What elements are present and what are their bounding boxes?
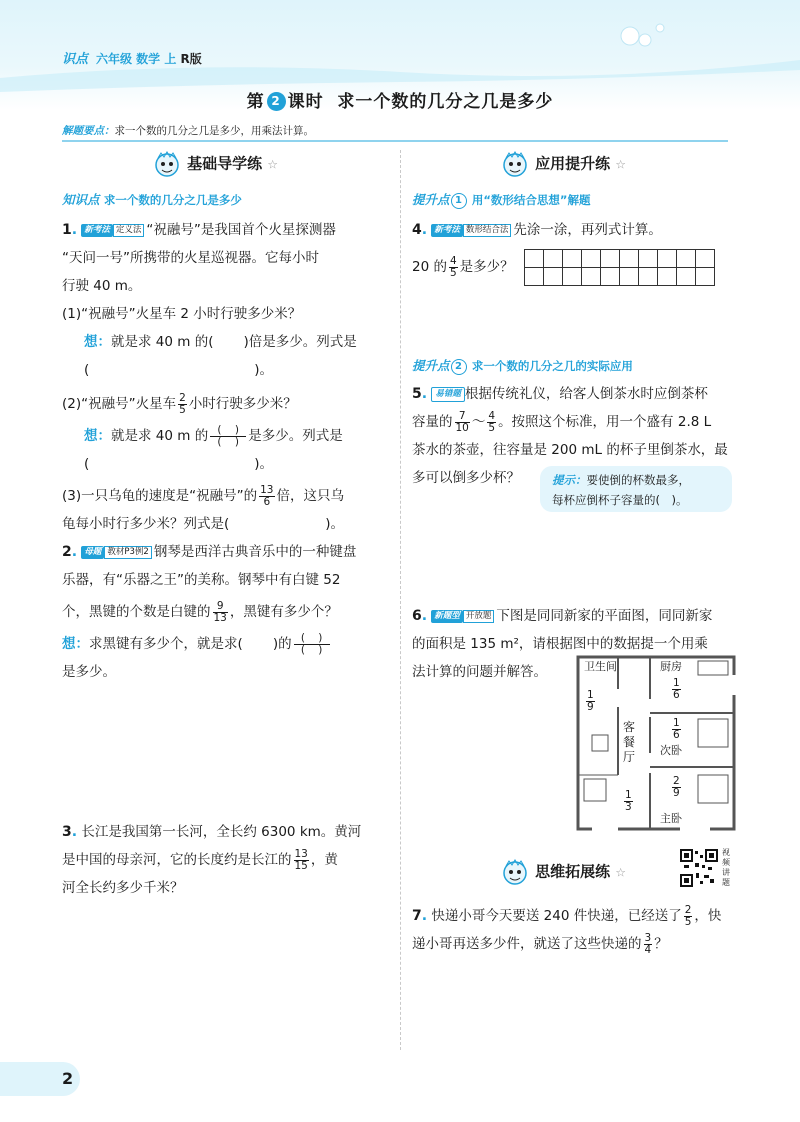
room-kitchen: 厨房 [660,660,682,673]
grade-text: 六年级 数学 上 [96,52,177,66]
right-section2-header [500,858,626,886]
q2-tag: 母题 [81,546,104,559]
q1-part2: (2)“祝融号”火星车 $\frac{2}{5}$ 小时行驶多少米？ [62,391,297,416]
qr-code-icon[interactable] [680,849,718,887]
page-title [0,87,800,112]
q1-part3: (3)一只乌龟的速度是“祝融号”的 $\frac{13}{6}$ 倍，这只乌 [62,483,344,508]
qr-label: 视频讲题 [722,848,730,887]
key-point-label: 解题要点： [62,125,115,137]
q1-part1-think: 想：就是求 40 m 的( )倍是多少。列式是 [84,334,357,350]
q5-line3: 茶水的茶壶，往容量是 200 mL 的杯子里倒茶水，最 [412,442,728,458]
q1-tag: 新考法 [81,224,113,237]
q1-line1: “祝融号”是我国首个火星探测器 [146,222,336,238]
divider [62,140,728,142]
frac-master-bedroom: $\frac{2}{9}$ [673,775,680,799]
frac-bathroom: $\frac{1}{9}$ [587,689,594,713]
section-title-thinking: 思维拓展练 [535,862,611,881]
q6-line3: 法计算的问题并解答。 [412,664,547,680]
q1-part3-blank[interactable]: 龟每小时行多少米？列式是( )。 [62,516,345,532]
kp-text: 求一个数的几分之几是多少 [103,193,242,207]
key-point-text: 求一个数的几分之几是多少，用乘法计算。 [114,125,314,137]
edition-text: R版 [180,52,202,66]
grade-label [96,50,202,67]
room-master-bedroom: 主卧 [660,812,682,825]
star-icon: ☆ [615,865,626,880]
q5-line4: 多可以倒多少杯？ [412,470,520,486]
star-icon: ☆ [267,157,278,172]
q3-line3: 河全长约多少千米？ [62,880,184,896]
q1-part1-blank[interactable]: ( )。 [84,362,274,378]
q5-tag: 易错题 [431,387,465,402]
key-point [62,123,314,138]
page-number-tab [0,1062,80,1096]
q6-subtag: 开放题 [463,610,495,623]
q2-line1: 钢琴是西洋古典音乐中的一种键盘 [153,544,357,560]
q5-line2: 容量的 $\frac{7}{10}$ ～ $\frac{4}{5}$ 。按照这个标准，用一个盛有 2.8 L [412,409,712,434]
room-second-bedroom: 次卧 [660,744,682,757]
room-bathroom: 卫生间 [584,660,617,673]
q4-line2: 20 的 $\frac{4}{5}$ 是多少？ [412,254,514,279]
question-7: 7. 快递小哥今天要送 240 件快递，已经送了 $\frac{2}{5}$ ，快 递小哥再送多少件，就送了这些快递的 $\frac{3}{4}$ ？ [412,902,742,958]
q5-number: 5. [412,386,428,402]
q2-line2: 乐器，有“乐器之王”的美称。钢琴中有白键 52 [62,572,341,588]
shading-grid[interactable] [524,249,715,286]
question-1 [62,216,388,538]
q6-tag: 新题型 [431,610,463,623]
floor-plan [570,655,742,835]
q1-line2: “天问一号”所携带的火星巡视器。它每小时 [62,250,319,266]
section-title-basic: 基础导学练 [187,154,263,173]
q1-number: 1. [62,222,78,238]
left-section-header [152,150,278,178]
question-4 [412,216,742,244]
hint-text: 提示：要使倒的杯数最多， 每杯应倒杯子容量的( )。 [552,473,690,507]
page-number: 2 [62,1069,74,1088]
cartoon-face-icon [500,858,530,886]
lesson-number-badge: 2 [267,92,286,111]
q3-line1: 长江是我国第一长河，全长约 6300 km。黄河 [81,824,362,840]
brand-logo: 识点 [62,52,89,67]
frac-kitchen: $\frac{1}{6}$ [673,677,680,701]
q2-think-end: 是多少。 [62,664,116,680]
star-icon: ☆ [615,157,626,172]
q1-subtag: 定义法 [113,224,145,237]
q6-line1: 下图是同同新家的平面图，同同新家 [496,608,713,624]
frac-second-bedroom: $\frac{1}{6}$ [673,717,680,741]
improve-point-1: 提升点 1 用“数形结合思想”解题 [412,192,591,207]
q7-line2: 递小哥再送多少件，就送了这些快递的 $\frac{3}{4}$ ？ [412,931,668,956]
question-3 [62,818,388,902]
q4-subtag: 数形结合法 [463,224,512,237]
knowledge-point [62,190,242,208]
q2-subtag: 教材P3例2 [104,546,151,559]
q2-number: 2. [62,544,78,560]
q1-line3: 行驶 40 m。 [62,278,142,294]
q6-number: 6. [412,608,428,624]
q4-number: 4. [412,222,428,238]
q1-part2-blank[interactable]: ( )。 [84,456,274,472]
q6-line2: 的面积是 135 m²，请根据图中的数据提一个用乘 [412,636,708,652]
cartoon-face-icon [500,150,530,178]
room-living: 客餐厅 [623,720,636,764]
lesson-topic: 求一个数的几分之几是多少 [337,92,554,112]
q1-fraction-blank[interactable]: $\frac{( )}{( )}$ [210,425,246,448]
q2-think: 想：求黑键有多少个，就是求( )的 $\frac{( )}{( )}$ [62,630,388,658]
q2-line3: 个，黑键的个数是白键的 $\frac{9}{13}$ ，黑键有多少个？ [62,599,338,624]
frac-living: $\frac{1}{3}$ [625,789,632,813]
section-title-apply: 应用提升练 [535,154,611,173]
q4-line1: 先涂一涂，再列式计算。 [513,222,662,238]
q3-number: 3. [62,824,78,840]
q2-fraction-blank[interactable]: $\frac{( )}{( )}$ [294,633,330,656]
improve-point-2: 提升点 2 求一个数的几分之几的实际应用 [412,358,633,373]
q5-line1: 根据传统礼仪，给客人倒茶水时应倒茶杯 [464,386,708,402]
question-2 [62,538,388,686]
right-section-header [500,150,626,178]
q4-tag: 新考法 [431,224,463,237]
lesson-suffix: 课时 [287,92,324,112]
q7-number: 7. [412,908,428,924]
q1-part2-think: 想：就是求 40 m 的 $\frac{( )}{( )}$ 是多少。列式是 [84,423,343,448]
q3-line2: 是中国的母亲河，它的长度约是长江的 $\frac{13}{15}$ ，黄 [62,847,338,872]
cartoon-face-icon [152,150,182,178]
kp-label: 知识点 [62,192,100,207]
lesson-prefix: 第 [246,92,265,112]
q1-part1: (1)“祝融号”火星车 2 小时行驶多少米？ [62,306,302,322]
column-divider [400,150,401,1050]
